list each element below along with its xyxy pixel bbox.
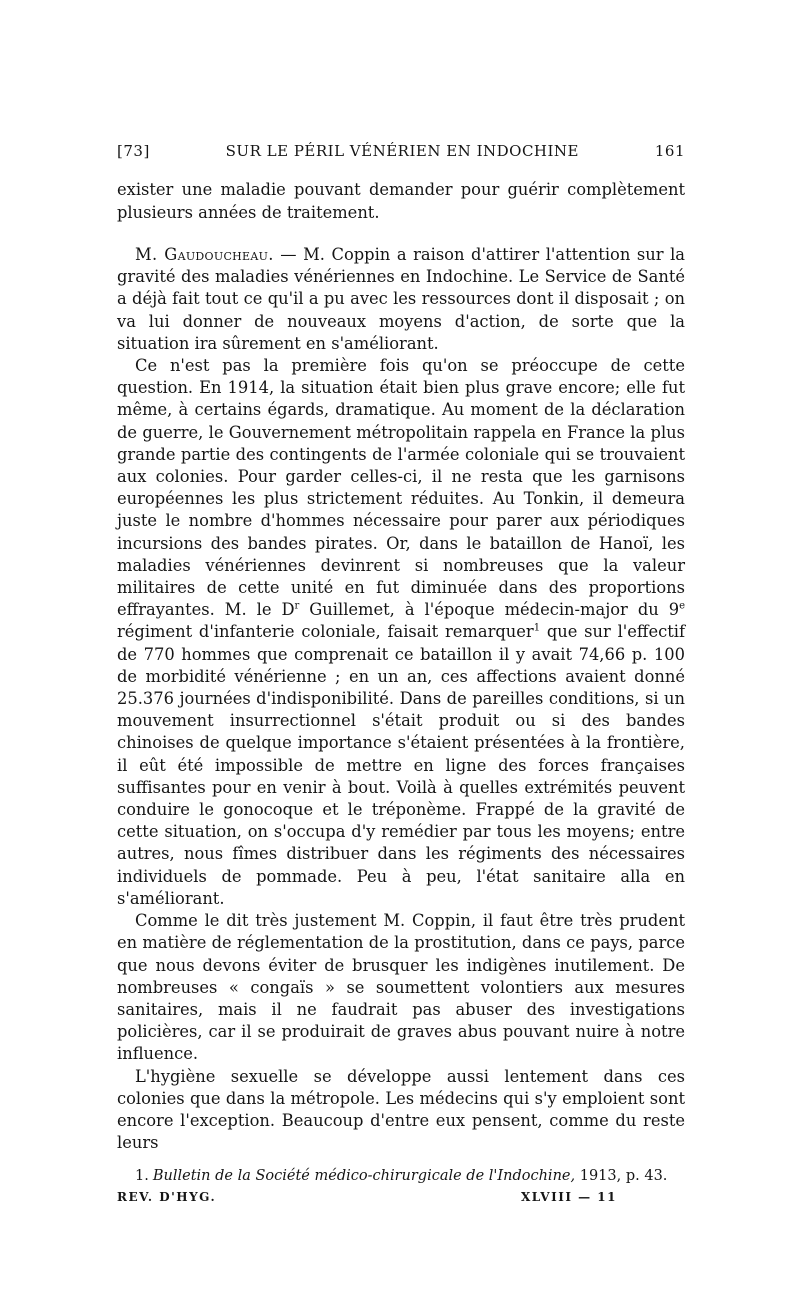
journal-page [117, 142, 685, 1204]
page-bracket-number: [73] [117, 142, 150, 160]
paragraph-text: que sur l'effectif de 770 hommes que comprenait ce bataillon il y avait 74,66 p. 100 de morbidité vénérienne ; en un an, ces affections avaient donné 25.376 journées d'indisponibilité. Dans de pareilles conditions, si un mouvement insurrectionnel s'était produit ou si des bandes chinoises de quelque importance s'étaient présentées à la frontière, il eût été impossible de mettre en ligne des forces françaises suffisantes pour en venir à bout. Voilà à quelles extrémités peuvent conduire le gonocoque et le tréponème. Frappé de la gravité de cette situation, on s'occupa d'y remédier par tous les moyens; entre autres, nous fîmes distribuer dans les régiments des nécessaires individuels de pommade. Peu à peu, l'état sanitaire alla en s'améliorant. [117, 622, 685, 908]
footnote-ref: 1 [533, 623, 541, 635]
superscript: r [294, 600, 300, 612]
running-title: SUR LE PÉRIL VÉNÉRIEN EN INDOCHINE [225, 142, 579, 160]
footnote-text: 1913, p. 43. [575, 1168, 668, 1185]
paragraph-text: — M. Coppin a raison d'attirer l'attention sur la gravité des maladies vénériennes en Indochine. Le Service de Santé a déjà fait tout ce qu'il a pu avec les ressources dont il disposait ; on va lui donner de nouveaux moyens d'action, de sorte que la situation ira sûrement en s'améliorant. [117, 245, 685, 353]
signature-line [117, 1190, 685, 1204]
paragraph-text: régiment d'infanterie coloniale, faisait remarquer [117, 622, 534, 642]
paragraph-coppin: Comme le dit très justement M. Coppin, il faut être très prudent en matière de réglementation de la prostitution, dans ce pays, parce que nous devons éviter de brusquer les indigènes inutilement. De nombreuses « congaïs » se soumettent volontiers aux mesures sanitaires, mais il ne faudrait pas abuser des investigations policières, car il se produirait de graves abus pouvant nuire à notre influence. [117, 911, 685, 1064]
superscript: e [679, 600, 685, 612]
footnote-title: Bulletin de la Société médico-chirurgicale de l'Indochine, [152, 1168, 576, 1185]
paragraph-text: Ce n'est pas la première fois qu'on se préoccupe de cette question. En 1914, la situation était bien plus grave encore; elle fut même, à certains égards, dramatique. Au moment de la déclaration de guerre, le Gouvernement métropolitain rappela en France la plus grande partie des contingents de l'armée coloniale qui se trouvaient aux colonies. Pour garder celles-ci, il ne resta que les garnisons européennes les plus strictement réduites. Au Tonkin, il demeura juste le nombre d'hommes nécessaire pour parer aux périodiques incursions des bandes pirates. Or, dans le bataillon de Hanoï, les maladies vénériennes devinrent si nombreuses que la valeur militaires de cette unité en fut diminuée dans des proportions effrayantes. M. le D [117, 356, 685, 620]
paragraph-hygiene: L'hygiène sexuelle se développe aussi lentement dans ces colonies que dans la métropole. Les médecins qui s'y emploient sont encore l'exception. Beaucoup d'entre eux pensent, comme du reste leurs [117, 1066, 685, 1153]
paragraph-gaudoucheau [117, 244, 685, 355]
page-number: 161 [654, 142, 685, 160]
paragraph-continuation: exister une maladie pouvant demander pour guérir complètement plusieurs années de traitement. [117, 180, 685, 222]
volume-signature: XLVIII — 11 [520, 1190, 617, 1205]
footnote [117, 1166, 685, 1186]
footnote-number: 1. [135, 1168, 149, 1185]
paragraph-1914 [117, 355, 685, 910]
paragraph-text: Guillemet, à l'époque médecin-major du 9 [299, 600, 680, 620]
running-head [117, 142, 685, 164]
journal-abbrev: REV. D'HYG. [117, 1190, 217, 1205]
speaker-name: M. Gaudoucheau. [135, 245, 274, 264]
